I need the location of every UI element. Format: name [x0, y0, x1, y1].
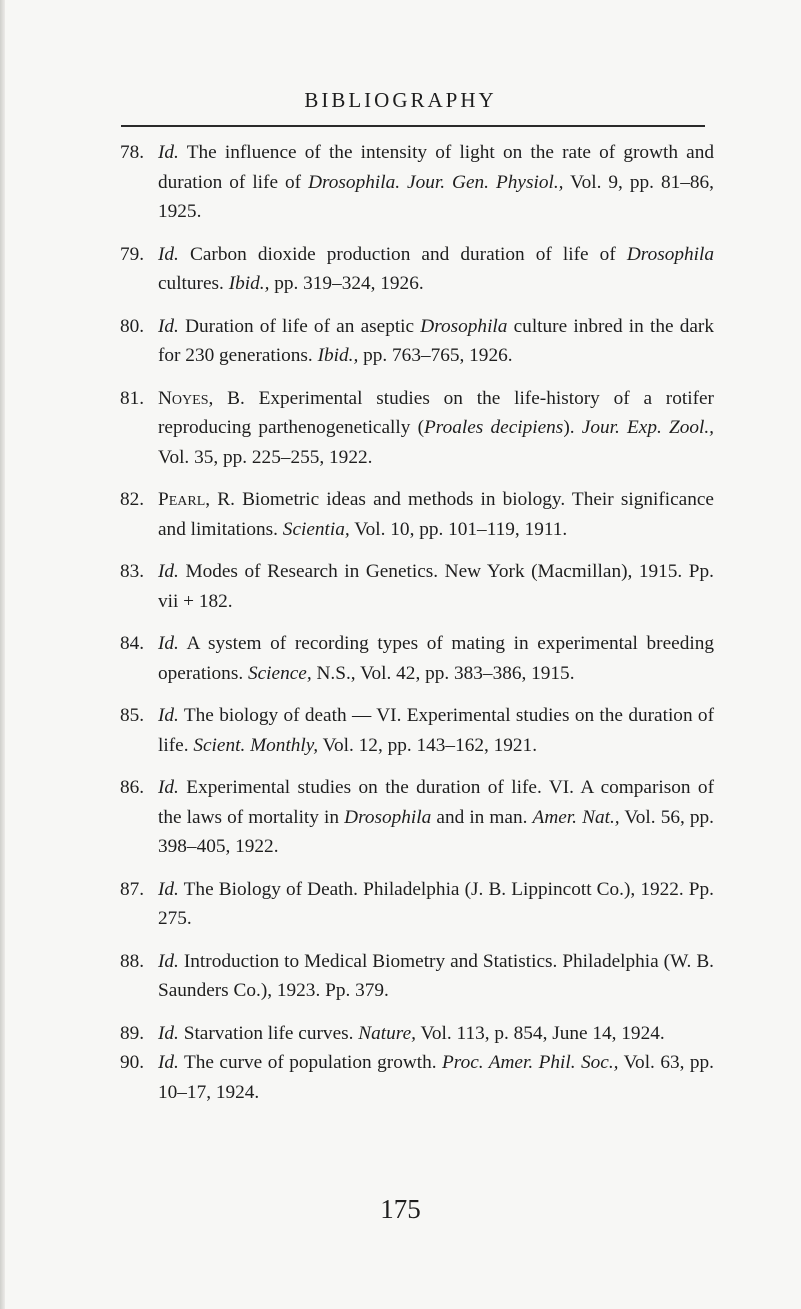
bibliography-entry-83 — [120, 557, 714, 616]
entry-species: Proales decipiens — [424, 417, 564, 438]
entry-citation: pp. 763–765, 1926. — [363, 345, 513, 366]
entry-genus: Drosophila — [344, 806, 432, 828]
entry-title-cont: cultures. — [158, 273, 224, 294]
bibliography-entry-78 — [120, 138, 714, 227]
header-rule — [121, 125, 705, 127]
entry-number: 86. — [120, 777, 145, 798]
entry-journal: Scientia, — [282, 518, 350, 540]
entry-journal: Science, — [247, 662, 312, 684]
entry-title-cont: culture inbred in the dark for 230 generations. — [158, 315, 714, 366]
entry-title-cont: and in man. — [436, 806, 528, 828]
entry-author: Id. — [158, 705, 179, 726]
entry-author: Id. — [158, 315, 179, 337]
entry-title: Experimental studies on the life-history of a rotifer reproducing parthenogenetically ( — [158, 387, 714, 438]
page-edge-shadow — [0, 0, 5, 1309]
entry-author: Id. — [158, 777, 179, 798]
entry-number: 81. — [120, 387, 145, 409]
entry-genus: Drosophila — [626, 243, 714, 265]
entry-number: 78. — [120, 142, 145, 163]
entry-journal: Scient. Monthly, — [193, 734, 319, 756]
entry-journal: Nature, — [358, 1022, 416, 1044]
entry-journal: Ibid., — [228, 273, 270, 294]
entry-journal: Jour. Exp. Zool., — [581, 417, 714, 438]
entry-number: 80. — [120, 315, 145, 337]
entry-author: Id. — [158, 633, 179, 654]
entry-title: The influence of the intensity of light on the rate of growth and duration of life of — [158, 142, 714, 193]
entry-author: Id. — [158, 1052, 179, 1073]
entry-number: 85. — [120, 705, 145, 726]
entry-title: The curve of population growth. — [184, 1052, 437, 1073]
bibliography-entry-86 — [120, 773, 714, 862]
entry-author: Pearl, R. — [158, 489, 235, 510]
entry-number: 82. — [120, 489, 145, 510]
bibliography-entry-80 — [120, 312, 714, 371]
entry-journal: Proc. Amer. Phil. Soc., — [442, 1052, 619, 1073]
entry-journal: Amer. Nat., — [532, 806, 620, 828]
entry-title: Biometric ideas and methods in biology. Their significance and limitations. — [158, 489, 714, 540]
entry-author: Id. — [158, 950, 179, 972]
entry-author: Id. — [158, 561, 179, 582]
bibliography-list — [120, 138, 714, 1107]
entry-number: 79. — [120, 243, 145, 265]
entry-title: Experimental studies on the duration of life. VI. A comparison of the laws of mortality in — [158, 777, 714, 828]
entry-title: Introduction to Medical Biometry and Statistics. Philadelphia (W. B. Saunders Co.), 1923. Pp. 379. — [158, 950, 715, 1001]
running-head: BIBLIOGRAPHY — [304, 88, 497, 112]
bibliography-entry-82 — [120, 485, 714, 544]
entry-citation: Vol. 10, pp. 101–119, 1911. — [354, 518, 568, 540]
bibliography-entry-79 — [120, 240, 714, 299]
entry-title: Starvation life curves. — [183, 1022, 354, 1044]
entry-author: Id. — [158, 878, 179, 900]
entry-number: 84. — [120, 633, 145, 654]
bibliography-entry-85 — [120, 701, 714, 760]
page-number: 175 — [380, 1194, 421, 1224]
entry-citation: pp. 319–324, 1926. — [274, 273, 424, 294]
entry-citation: Vol. 12, pp. 143–162, 1921. — [322, 734, 538, 756]
entry-citation: Vol. 9, pp. 81–86, 1925. — [158, 171, 714, 222]
entry-citation: Vol. 113, p. 854, June 14, 1924. — [420, 1022, 665, 1044]
entry-title: Duration of life of an aseptic — [185, 315, 415, 337]
entry-journal: Drosophila. Jour. Gen. Physiol., — [308, 171, 564, 193]
entry-title: A system of recording types of mating in experimental breeding operations. — [158, 633, 714, 684]
bibliography-entry-88 — [120, 947, 714, 1006]
entry-citation: Vol. 63, pp. 10–17, 1924. — [158, 1052, 714, 1103]
entry-number: 83. — [120, 561, 145, 582]
entry-number: 88. — [120, 950, 145, 972]
entry-journal: Ibid., — [317, 345, 359, 366]
entry-title: The biology of death — VI. Experimental studies on the duration of life. — [158, 705, 714, 756]
entry-author: Id. — [158, 142, 179, 163]
entry-citation: Vol. 35, pp. 225–255, 1922. — [158, 446, 373, 468]
entry-author: Noyes, B. — [158, 387, 245, 409]
entry-author: Id. — [158, 1022, 179, 1044]
bibliography-entry-81 — [120, 384, 714, 473]
entry-number: 89. — [120, 1022, 145, 1044]
entry-title: Carbon dioxide production and duration of life of — [190, 243, 616, 265]
bibliography-entry-89 — [120, 1019, 714, 1049]
bibliography-entry-90 — [120, 1048, 714, 1107]
entry-number: 90. — [120, 1052, 145, 1073]
bibliography-entry-87 — [120, 875, 714, 934]
entry-genus: Drosophila — [420, 315, 508, 337]
entry-title: Modes of Research in Genetics. New York (Macmillan), 1915. Pp. vii + 182. — [158, 561, 714, 612]
entry-citation: Vol. 56, pp. 398–405, 1922. — [158, 806, 714, 857]
entry-title-cont: ). — [563, 417, 575, 438]
entry-citation: N.S., Vol. 42, pp. 383–386, 1915. — [316, 662, 575, 684]
bibliography-entry-84 — [120, 629, 714, 688]
entry-author: Id. — [158, 243, 179, 265]
entry-number: 87. — [120, 878, 145, 900]
entry-title: The Biology of Death. Philadelphia (J. B. Lippincott Co.), 1922. Pp. 275. — [158, 878, 714, 929]
